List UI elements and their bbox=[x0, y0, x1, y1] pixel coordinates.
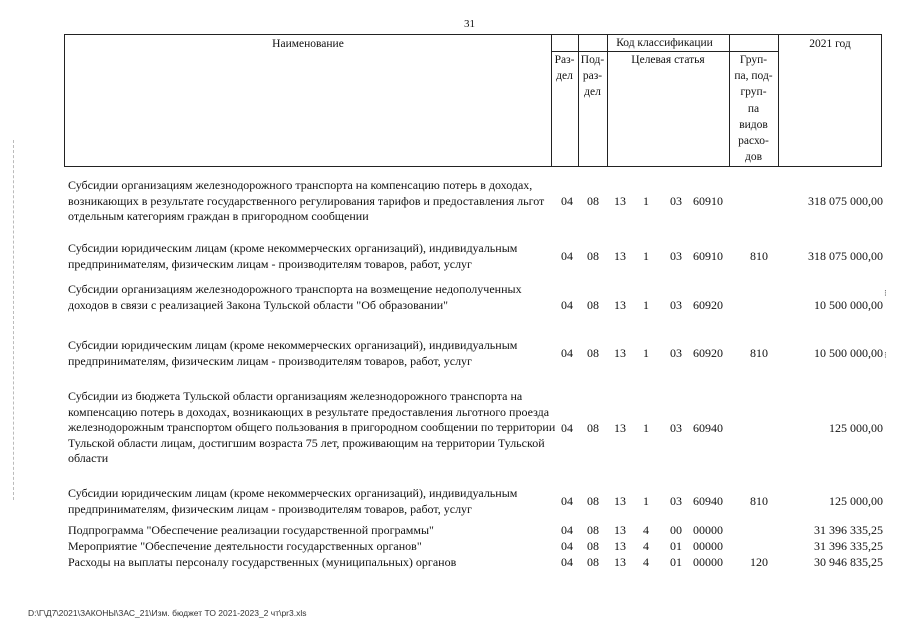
table-row bbox=[0, 486, 905, 518]
cell-razdel: 04 bbox=[561, 194, 573, 208]
cell-vid: 810 bbox=[750, 249, 768, 263]
cell-t3: 03 bbox=[670, 194, 682, 208]
cell-t4: 60940 bbox=[693, 494, 723, 508]
cell-podrazdel: 08 bbox=[587, 523, 599, 537]
row-name: Субсидии юридическим лицам (кроме некоммерческих организаций), индивидуальным предпринимателям, физическим лицам - производителям товаров, работ, услуг bbox=[68, 486, 518, 516]
cell-amount: 10 500 000,00 bbox=[814, 346, 883, 360]
cell-amount: 318 075 000,00 bbox=[808, 194, 883, 208]
cell-amount: 10 500 000,00 bbox=[814, 298, 883, 312]
cell-t3: 03 bbox=[670, 249, 682, 263]
cell-podrazdel: 08 bbox=[587, 298, 599, 312]
page-number: 31 bbox=[464, 18, 475, 30]
cell-vid: 120 bbox=[750, 555, 768, 569]
cell-podrazdel: 08 bbox=[587, 421, 599, 435]
cell-t1: 13 bbox=[614, 555, 626, 569]
cell-amount: 318 075 000,00 bbox=[808, 249, 883, 263]
header-year: 2021 год bbox=[809, 38, 851, 50]
cell-t3: 01 bbox=[670, 539, 682, 553]
cell-podrazdel: 08 bbox=[587, 539, 599, 553]
cell-t3: 03 bbox=[670, 298, 682, 312]
table-header bbox=[64, 34, 882, 167]
table-row bbox=[0, 523, 905, 538]
cell-t4: 00000 bbox=[693, 523, 723, 537]
cell-t2: 1 bbox=[643, 346, 649, 360]
cell-t4: 00000 bbox=[693, 539, 723, 553]
row-name: Подпрограмма "Обеспечение реализации государственной программы" bbox=[68, 523, 434, 537]
scan-margin-mark bbox=[13, 140, 14, 500]
cell-t1: 13 bbox=[614, 194, 626, 208]
cell-t1: 13 bbox=[614, 523, 626, 537]
header-target: Целевая статья bbox=[631, 54, 705, 66]
cell-amount: 31 396 335,25 bbox=[814, 523, 883, 537]
row-name: Субсидии организациям железнодорожного транспорта на возмещение недополученных доходов в связи с реализацией Закона Тульской области "Об образовании" bbox=[68, 282, 522, 312]
cell-podrazdel: 08 bbox=[587, 194, 599, 208]
header-podrazdel: Под- раз- дел bbox=[580, 54, 605, 99]
header-vid: Груп- па, под- груп- па видов расхо- дов bbox=[734, 54, 773, 164]
cell-vid: 810 bbox=[750, 494, 768, 508]
cell-t1: 13 bbox=[614, 346, 626, 360]
row-name: Субсидии юридическим лицам (кроме некоммерческих организаций), индивидуальным предпринимателям, физическим лицам - производителям товаров, работ, услуг bbox=[68, 338, 518, 368]
cell-vid: 810 bbox=[750, 346, 768, 360]
cell-amount: 125 000,00 bbox=[829, 494, 883, 508]
cell-t4: 60910 bbox=[693, 249, 723, 263]
header-code: Код классификации bbox=[616, 37, 713, 49]
row-name: Субсидии организациям железнодорожного транспорта на компенсацию потерь в доходах, возникающих в результате государственного регулирования тарифов и предоставления льгот отдельным категориям граждан в пригородном сообщении bbox=[68, 178, 545, 223]
cell-razdel: 04 bbox=[561, 298, 573, 312]
row-name: Мероприятие "Обеспечение деятельности государственных органов" bbox=[68, 539, 422, 553]
cell-t2: 4 bbox=[643, 555, 649, 569]
cell-t2: 1 bbox=[643, 249, 649, 263]
header-razdel: Раз- дел bbox=[554, 54, 575, 83]
cell-razdel: 04 bbox=[561, 523, 573, 537]
cell-amount: 30 946 835,25 bbox=[814, 555, 883, 569]
file-path: D:\Г\Д7\2021\ЗАКОНЫ\ЗАС_21\Изм. бюджет ТО 2021-2023_2 чт\pr3.xls bbox=[28, 608, 307, 618]
cell-amount: 125 000,00 bbox=[829, 421, 883, 435]
table-row bbox=[0, 282, 905, 330]
cell-podrazdel: 08 bbox=[587, 249, 599, 263]
cell-t1: 13 bbox=[614, 298, 626, 312]
cell-podrazdel: 08 bbox=[587, 346, 599, 360]
cell-t4: 00000 bbox=[693, 555, 723, 569]
cell-t3: 01 bbox=[670, 555, 682, 569]
cell-t4: 60940 bbox=[693, 421, 723, 435]
cell-t1: 13 bbox=[614, 494, 626, 508]
cell-t3: 03 bbox=[670, 346, 682, 360]
cell-razdel: 04 bbox=[561, 421, 573, 435]
cell-t3: 03 bbox=[670, 421, 682, 435]
table-row bbox=[0, 555, 905, 570]
cell-t2: 4 bbox=[643, 539, 649, 553]
cell-razdel: 04 bbox=[561, 249, 573, 263]
cell-t1: 13 bbox=[614, 539, 626, 553]
table-row bbox=[0, 241, 905, 273]
cell-razdel: 04 bbox=[561, 555, 573, 569]
header-name: Наименование bbox=[272, 38, 344, 50]
cell-t3: 03 bbox=[670, 494, 682, 508]
cell-podrazdel: 08 bbox=[587, 494, 599, 508]
cell-t2: 1 bbox=[643, 421, 649, 435]
cell-razdel: 04 bbox=[561, 494, 573, 508]
row-name: Расходы на выплаты персоналу государственных (муниципальных) органов bbox=[68, 555, 457, 569]
cell-podrazdel: 08 bbox=[587, 555, 599, 569]
cell-t2: 1 bbox=[643, 494, 649, 508]
cell-t2: 4 bbox=[643, 523, 649, 537]
cell-t2: 1 bbox=[643, 194, 649, 208]
row-name: Субсидии юридическим лицам (кроме некоммерческих организаций), индивидуальным предпринимателям, физическим лицам - производителям товаров, работ, услуг bbox=[68, 241, 518, 271]
table-row bbox=[0, 338, 905, 370]
cell-t4: 60910 bbox=[693, 194, 723, 208]
row-name: Субсидии из бюджета Тульской области организациям железнодорожного транспорта на компенсацию потерь в доходах, возникающих в результате предоставления льготного проезда железнодорожным транспортом общего пользования в пригородном сообщении по территории Тульской области лицам, достигшим возраста 75 лет, проживающим на территории Тульской области bbox=[68, 389, 556, 465]
cell-t3: 00 bbox=[670, 523, 682, 537]
table-row bbox=[0, 389, 905, 469]
cell-amount: 31 396 335,25 bbox=[814, 539, 883, 553]
cell-razdel: 04 bbox=[561, 539, 573, 553]
cell-t4: 60920 bbox=[693, 346, 723, 360]
table-row bbox=[0, 178, 905, 226]
cell-t1: 13 bbox=[614, 249, 626, 263]
cell-razdel: 04 bbox=[561, 346, 573, 360]
cell-t2: 1 bbox=[643, 298, 649, 312]
scan-margin-mark: ⁝ bbox=[884, 288, 887, 298]
cell-t1: 13 bbox=[614, 421, 626, 435]
scan-margin-mark: ⁝ bbox=[884, 350, 887, 360]
table-row bbox=[0, 539, 905, 554]
cell-t4: 60920 bbox=[693, 298, 723, 312]
